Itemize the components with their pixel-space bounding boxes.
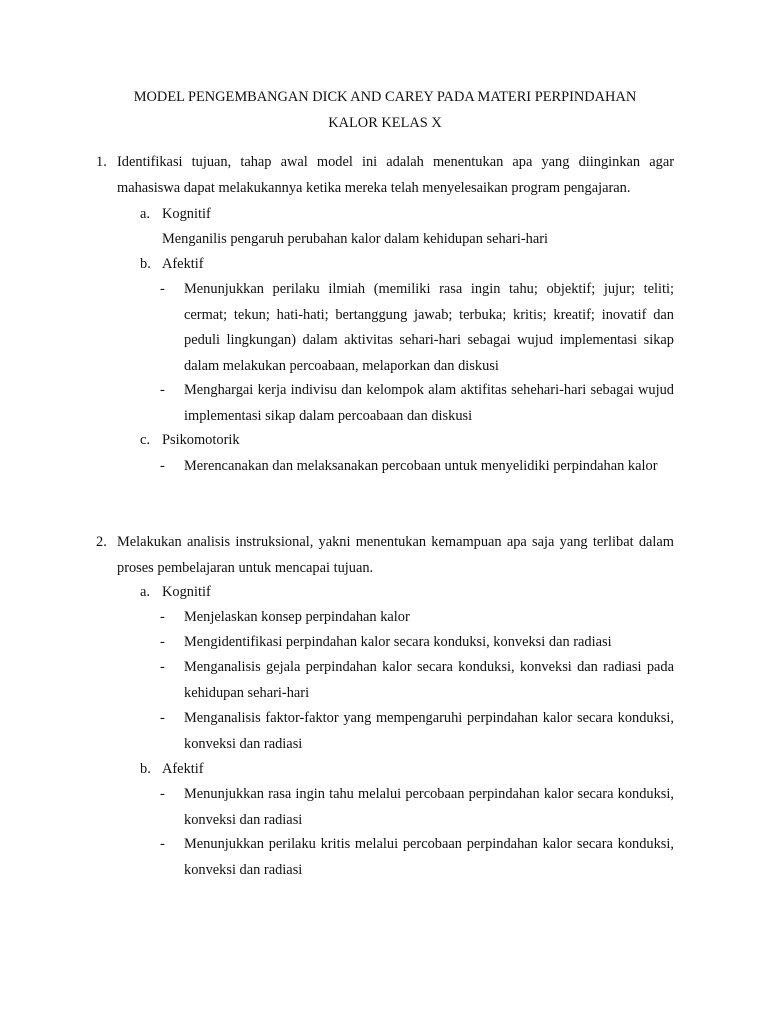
section-2a-label: Kognitif xyxy=(162,584,211,600)
section-1c-label: Psikomotorik xyxy=(162,432,240,448)
section-1a-text: Menganilis pengaruh perubahan kalor dalam kehidupan sehari-hari xyxy=(162,231,549,247)
section-1-text: Identifikasi tujuan, tahap awal model ini adalah menentukan apa yang diinginkan agar mahasiswa dapat melakukannya ketika mereka telah menyelesaikan program pengajaran. xyxy=(117,154,674,196)
section-1b-bullet-1: - xyxy=(160,281,165,297)
section-2b-bullet-2: - xyxy=(160,836,165,852)
section-2b-bullet-1: - xyxy=(160,786,165,802)
section-2a-item-3: Menganalisis gejala perpindahan kalor secara konduksi, konveksi dan radiasi pada kehidupan sehari-hari xyxy=(184,659,674,701)
section-2b-item-1: Menunjukkan rasa ingin tahu melalui percobaan perpindahan kalor secara konduksi, konveksi dan radiasi xyxy=(184,786,674,828)
section-2a-item-2: Mengidentifikasi perpindahan kalor secara konduksi, konveksi dan radiasi xyxy=(184,634,612,650)
title-line-1: MODEL PENGEMBANGAN DICK AND CAREY PADA MATERI PERPINDAHAN xyxy=(133,89,637,105)
section-1c-item-1: Merencanakan dan melaksanakan percobaan untuk menyelidiki perpindahan kalor xyxy=(184,458,658,474)
section-1b-bullet-2: - xyxy=(160,382,165,398)
section-2-number: 2. xyxy=(96,534,107,550)
section-2a-bullet-3: - xyxy=(160,659,165,675)
section-2a-item-4: Menganalisis faktor-faktor yang mempengaruhi perpindahan kalor secara konduksi, konveksi dan radiasi xyxy=(184,710,674,752)
section-1c-marker: c. xyxy=(140,432,150,448)
section-1-number: 1. xyxy=(96,154,107,170)
section-2-text: Melakukan analisis instruksional, yakni menentukan kemampuan apa saja yang terlibat dalam proses pembelajaran untuk mencapai tujuan. xyxy=(117,534,674,576)
section-2a-marker: a. xyxy=(140,584,150,600)
section-2a-bullet-1: - xyxy=(160,609,165,625)
section-1b-item-1: Menunjukkan perilaku ilmiah (memiliki rasa ingin tahu; objektif; jujur; teliti; cermat; tekun; hati-hati; bertanggung jawab; terbuka; kritis; kreatif; inovatif dan peduli lingkungan) dalam aktivitas sehari-hari sebagai wujud implementasi sikap dalam melakukan percoabaan, melaporkan dan diskusi xyxy=(184,281,674,374)
section-1b-marker: b. xyxy=(140,256,151,272)
section-1b-label: Afektif xyxy=(162,256,204,272)
section-2a-item-1: Menjelaskan konsep perpindahan kalor xyxy=(184,609,410,625)
section-1a-marker: a. xyxy=(140,206,150,222)
section-2b-marker: b. xyxy=(140,761,151,777)
section-1a-label: Kognitif xyxy=(162,206,211,222)
section-2b-item-2: Menunjukkan perilaku kritis melalui percobaan perpindahan kalor secara konduksi, konveksi dan radiasi xyxy=(184,836,674,878)
title-line-2: KALOR KELAS X xyxy=(328,115,442,131)
section-2b-label: Afektif xyxy=(162,761,204,777)
section-2a-bullet-4: - xyxy=(160,710,165,726)
section-1b-item-2: Menghargai kerja indivisu dan kelompok alam aktifitas sehehari-hari sebagai wujud implementasi sikap dalam percoabaan dan diskusi xyxy=(184,382,674,424)
section-1c-bullet-1: - xyxy=(160,458,165,474)
section-2a-bullet-2: - xyxy=(160,634,165,650)
page-title xyxy=(96,84,674,136)
